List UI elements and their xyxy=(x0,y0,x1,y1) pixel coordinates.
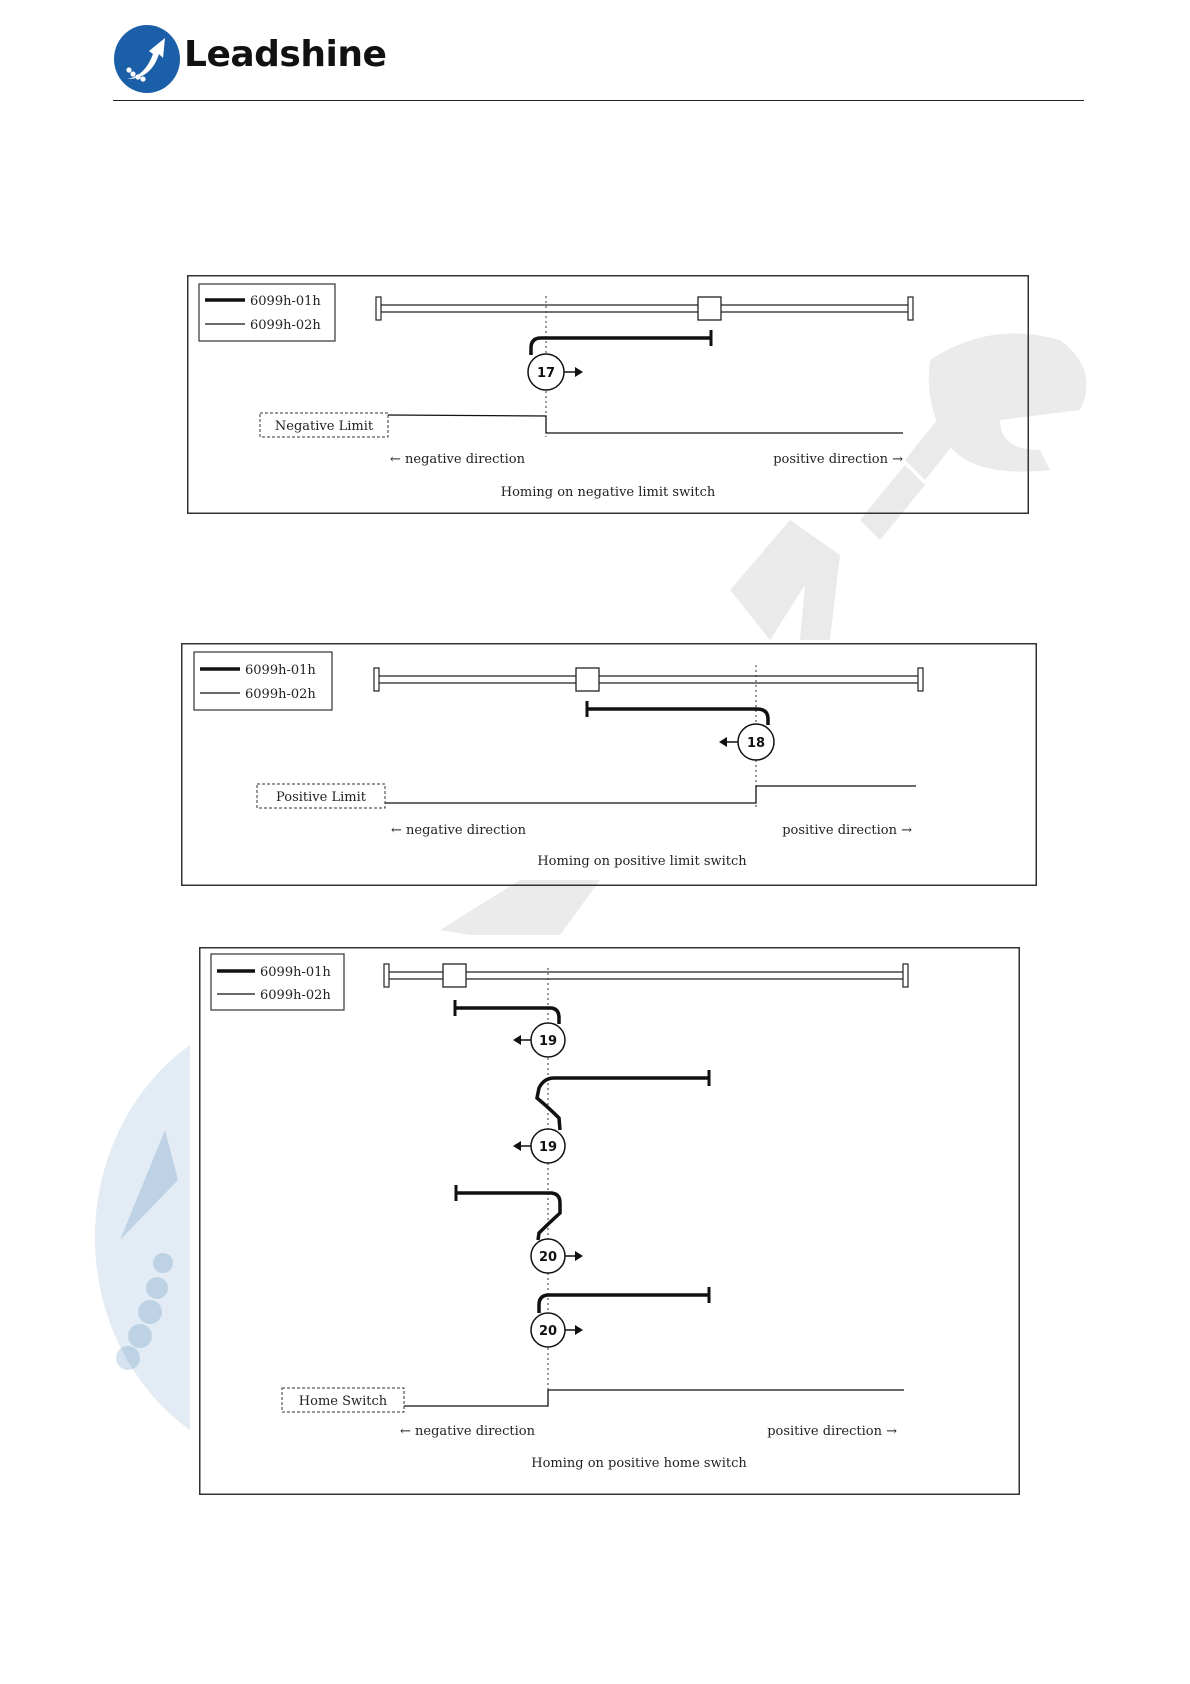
trajectory-17 xyxy=(528,330,711,390)
diagram-positive-limit-svg xyxy=(181,643,1037,887)
method-number: 19 xyxy=(538,1034,558,1049)
legend xyxy=(194,652,332,710)
diagram-negative-limit xyxy=(187,275,1029,515)
method-number: 18 xyxy=(746,736,766,751)
method-number: 20 xyxy=(538,1324,558,1339)
header-divider xyxy=(113,100,1084,101)
diagram-positive-home-switch-svg xyxy=(199,947,1020,1496)
method-number: 19 xyxy=(538,1140,558,1155)
travel-rail xyxy=(376,297,913,320)
diagram-caption: Homing on positive home switch xyxy=(531,1456,747,1471)
legend-thick-label: 6099h-01h xyxy=(260,965,331,980)
travel-rail xyxy=(384,964,908,987)
positive-direction-label: positive direction → xyxy=(782,823,912,838)
negative-direction-label: ← negative direction xyxy=(391,823,526,838)
diagram-caption: Homing on negative limit switch xyxy=(500,485,716,500)
travel-rail xyxy=(374,668,923,691)
switch-label: Positive Limit xyxy=(276,790,366,805)
positive-direction-label: positive direction → xyxy=(773,452,903,467)
negative-direction-label: ← negative direction xyxy=(400,1424,535,1439)
legend-thin-label: 6099h-02h xyxy=(260,988,331,1003)
carriage-block xyxy=(576,668,599,691)
legend xyxy=(211,954,344,1010)
trajectory-20-b xyxy=(531,1287,709,1347)
carriage-block xyxy=(698,297,721,320)
switch-label: Home Switch xyxy=(298,1394,388,1409)
switch-label: Negative Limit xyxy=(274,419,374,434)
legend-thin-label: 6099h-02h xyxy=(250,318,321,333)
method-number: 20 xyxy=(538,1250,558,1265)
method-number: 17 xyxy=(536,366,556,381)
switch-signal xyxy=(257,784,916,808)
switch-signal xyxy=(260,413,903,437)
diagram-positive-home-switch xyxy=(199,947,1020,1496)
positive-direction-label: positive direction → xyxy=(767,1424,897,1439)
trajectory-19-b xyxy=(513,1070,709,1163)
legend-thick-label: 6099h-01h xyxy=(250,294,321,309)
brand-name: Leadshine xyxy=(184,34,387,75)
legend-thick-label: 6099h-01h xyxy=(245,663,316,678)
trajectory-20-a xyxy=(456,1185,583,1273)
trajectory-18 xyxy=(587,701,774,760)
negative-direction-label: ← negative direction xyxy=(390,452,525,467)
switch-signal xyxy=(282,1388,904,1412)
diagram-negative-limit-svg xyxy=(187,275,1029,515)
legend-thin-label: 6099h-02h xyxy=(245,687,316,702)
page-header xyxy=(113,22,1083,102)
trajectory-19-a xyxy=(455,1000,565,1057)
legend xyxy=(199,284,335,341)
carriage-block xyxy=(443,964,466,987)
diagram-positive-limit xyxy=(181,643,1037,887)
diagram-caption: Homing on positive limit switch xyxy=(537,854,747,869)
leadshine-logo-icon xyxy=(113,24,181,94)
